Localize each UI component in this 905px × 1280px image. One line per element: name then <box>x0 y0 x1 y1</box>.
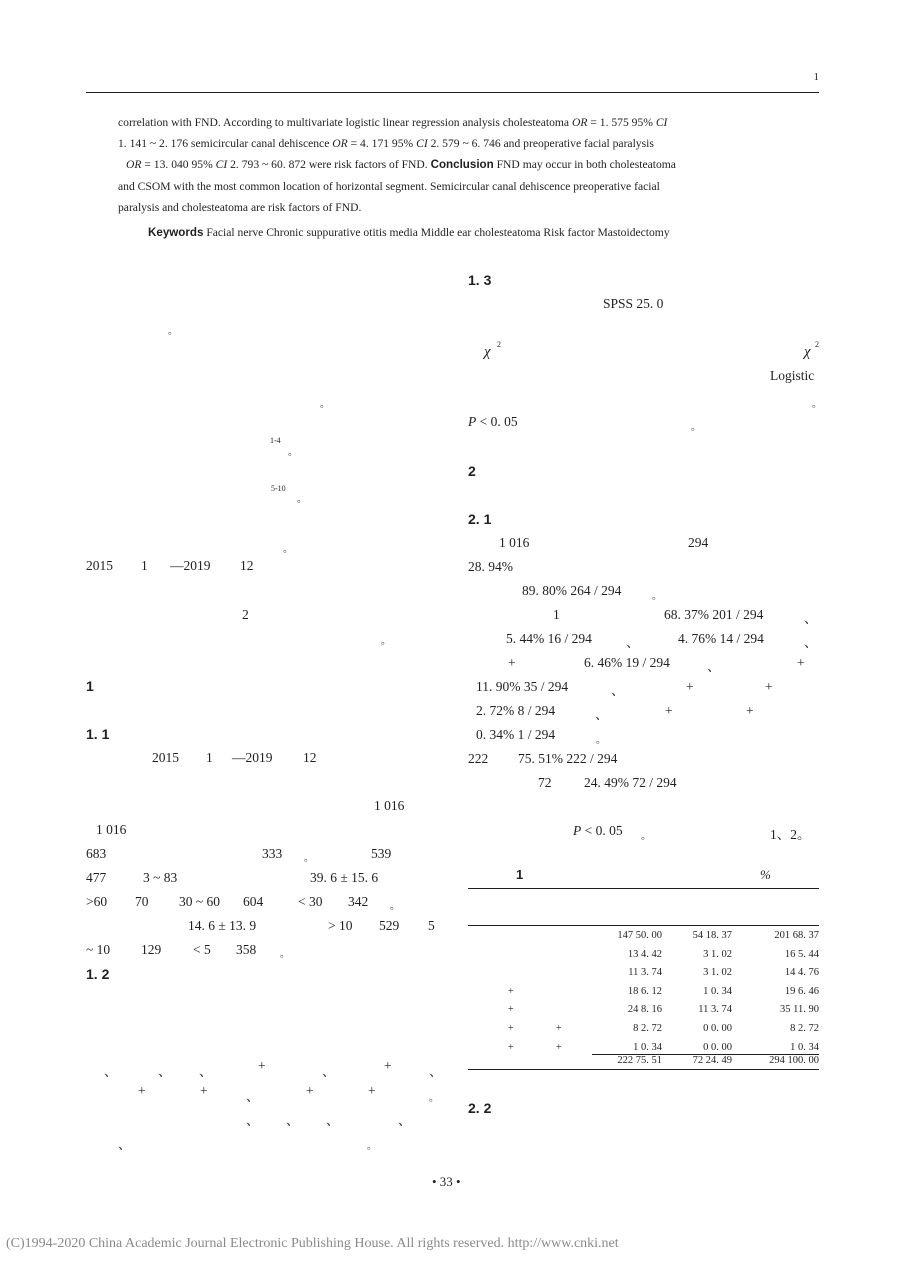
plus-sign: + <box>665 703 673 718</box>
abstract-line-1: correlation with FND. According to multivariate logistic linear regression analysis cholesteatoma OR = 1. 575 95% CI <box>118 116 668 129</box>
body-number: 129 <box>141 942 162 957</box>
punct-pause: 、 <box>246 1113 260 1128</box>
punct-pause: 、 <box>158 1064 172 1079</box>
body-number: 24. 49% 72 / 294 <box>584 775 677 790</box>
body-number: 75. 51% 222 / 294 <box>518 751 618 766</box>
punct-circle: 。 <box>691 422 701 433</box>
citation-superscript: 1-4 <box>270 436 281 445</box>
page-number: • 33 • <box>432 1174 461 1189</box>
plus-sign: + <box>200 1083 208 1098</box>
body-number: —2019 <box>232 750 273 765</box>
body-number: 39. 6 ± 15. 6 <box>310 870 379 885</box>
table-cell: 19 6. 46 <box>784 985 819 997</box>
body-number: 1 016 <box>96 822 127 837</box>
body-number: 12 <box>240 558 254 573</box>
table-cell: 1 0. 34 <box>790 1041 819 1053</box>
punct-circle: 。 <box>429 1093 439 1104</box>
logistic-label: Logistic <box>770 368 815 383</box>
superscript: 2 <box>815 340 819 349</box>
punct-pause: 、 <box>246 1089 260 1104</box>
body-number: 11. 90% 35 / 294 <box>476 679 569 694</box>
table-bottom-rule <box>468 1069 819 1070</box>
punct-circle: 。 <box>596 735 606 746</box>
table-top-rule <box>468 888 819 889</box>
p-value-statement: P < 0. 05 <box>468 414 518 429</box>
table-total-c1: 222 75. 51 <box>617 1055 662 1066</box>
body-number: 0. 34% 1 / 294 <box>476 727 556 742</box>
punct-pause: 、 <box>804 635 818 650</box>
plus-sign: + <box>508 655 516 670</box>
body-number: 222 <box>468 751 489 766</box>
body-number: 1 <box>206 750 213 765</box>
superscript: 2 <box>497 340 501 349</box>
table-cell: 0 0. 00 <box>703 1041 732 1053</box>
plus-sign: + <box>384 1058 392 1073</box>
plus-sign: + <box>306 1083 314 1098</box>
punct-pause: 、 <box>804 611 818 626</box>
punct-circle: 。 <box>280 949 290 960</box>
table-cell: 14 4. 76 <box>784 967 819 979</box>
plus-sign: + <box>368 1083 376 1098</box>
body-number: 294 <box>688 535 709 550</box>
body-number: 12 <box>303 750 317 765</box>
punct-circle: 。 <box>390 901 400 912</box>
body-number: 1 <box>141 558 148 573</box>
body-number: 14. 6 ± 13. 9 <box>188 918 257 933</box>
punct-circle: 。 <box>812 399 822 410</box>
punct-circle: 。 <box>304 853 314 864</box>
plus-sign: + <box>686 679 694 694</box>
chi-square-symbol: χ <box>484 344 491 360</box>
table-total-c2: 72 24. 49 <box>692 1055 732 1066</box>
table-cell: 54 18. 37 <box>692 930 732 941</box>
body-number: 4. 76% 14 / 294 <box>678 631 764 646</box>
chi-square-symbol: χ <box>804 344 811 360</box>
table-cell: 1 0. 34 <box>703 985 732 997</box>
body-number: 358 <box>236 942 257 957</box>
table-cell: 147 50. 00 <box>617 930 662 941</box>
abstract-line-2: 1. 141 ~ 2. 176 semicircular canal dehiscence OR = 4. 171 95% CI 2. 579 ~ 6. 746 and preoperative facial paralysis <box>118 137 654 150</box>
body-number: >60 <box>86 894 108 909</box>
body-number: < 30 <box>298 894 323 909</box>
body-number: 333 <box>262 846 283 861</box>
body-number: 1 <box>553 607 560 622</box>
data-table <box>468 888 819 1070</box>
plus-sign: + <box>765 679 773 694</box>
table-cell: 1 0. 34 <box>633 1041 662 1053</box>
body-number: 2 <box>242 607 249 622</box>
plus-sign: + <box>797 655 805 670</box>
punct-pause: 、 <box>104 1064 118 1079</box>
body-number: 89. 80% 264 / 294 <box>522 583 622 598</box>
header-rule <box>86 92 819 93</box>
punct-pause: 、 <box>322 1064 336 1079</box>
p-value-statement: P < 0. 05 <box>573 823 623 838</box>
body-number: —2019 <box>170 558 211 573</box>
table-unit: % <box>760 867 771 882</box>
punct-circle: 。 <box>652 591 662 602</box>
punct-pause: 、 <box>398 1113 412 1128</box>
table-cell: 11 3. 74 <box>628 967 662 979</box>
punct-pause: 、 <box>595 707 609 722</box>
conclusion-label: Conclusion <box>430 158 494 171</box>
punct-circle: 。 <box>320 399 330 410</box>
punct-pause: 、 <box>707 659 721 674</box>
punct-pause: 、 <box>286 1113 300 1128</box>
abstract-line-4: and CSOM with the most common location of horizontal segment. Semicircular canal dehiscence preoperative facial <box>118 180 660 193</box>
body-number: 72 <box>538 775 552 790</box>
body-number: 2. 72% 8 / 294 <box>476 703 556 718</box>
abstract-line-3: OR = 13. 040 95% CI 2. 793 ~ 60. 872 were risk factors of FND. Conclusion FND may occur in both cholesteatoma <box>126 158 676 171</box>
section-heading-1: 1 <box>86 678 94 694</box>
punct-pause: 、 <box>118 1137 132 1152</box>
body-number: 70 <box>135 894 149 909</box>
section-heading-2: 2 <box>468 463 476 479</box>
punct-pause: 、 <box>199 1064 213 1079</box>
keywords-label: Keywords <box>148 226 204 239</box>
table-total-c3: 294 100. 00 <box>769 1055 819 1066</box>
table-cell: 13 4. 42 <box>627 948 662 960</box>
section-heading-1-3: 1. 3 <box>468 272 492 288</box>
table-header-rule <box>468 925 819 926</box>
body-number: 6. 46% 19 / 294 <box>584 655 670 670</box>
table-cell: 3 1. 02 <box>703 967 732 979</box>
punct-circle: 。 <box>367 1141 377 1152</box>
table-cell: 18 6. 12 <box>627 985 662 997</box>
table-plus-mark: + <box>508 1004 514 1016</box>
body-number: 477 <box>86 870 107 885</box>
body-number: 2015 <box>86 558 113 573</box>
body-number: 1 016 <box>374 798 405 813</box>
keywords-line: Keywords Facial nerve Chronic suppurative otitis media Middle ear cholesteatoma Risk factor Mastoidectomy <box>148 226 670 239</box>
punct-pause: 、 <box>611 683 625 698</box>
table-cell: 201 68. 37 <box>774 930 819 941</box>
punct-circle: 。 <box>168 326 178 337</box>
abstract-line-5: paralysis and cholesteatoma are risk factors of FND. <box>118 201 362 214</box>
body-number: 1 016 <box>499 535 530 550</box>
table-cell: 16 5. 44 <box>784 948 819 960</box>
table-plus-mark: + <box>508 1023 514 1034</box>
body-number: 28. 94% <box>468 559 513 574</box>
table-cell: 24 8. 16 <box>627 1004 662 1016</box>
body-number: 2015 <box>152 750 179 765</box>
section-heading-1-1: 1. 1 <box>86 726 110 742</box>
table-cell: 35 11. 90 <box>780 1004 819 1016</box>
table-cell: 0 0. 00 <box>703 1023 732 1034</box>
body-number: 539 <box>371 846 392 861</box>
body-number: 3 ~ 83 <box>143 870 178 885</box>
running-header-page-mark: 1 <box>813 71 819 83</box>
body-number: 529 <box>379 918 400 933</box>
table-plus-mark: + <box>508 1041 514 1053</box>
body-number: 604 <box>243 894 264 909</box>
table-cell: 11 3. 74 <box>698 1004 732 1016</box>
table-cell: 8 2. 72 <box>790 1023 819 1034</box>
body-number: 5. 44% 16 / 294 <box>506 631 592 646</box>
body-number: 5 <box>428 918 435 933</box>
software-version: SPSS 25. 0 <box>603 296 664 311</box>
punct-pause: 、 <box>626 635 640 650</box>
punct-circle: 。 <box>288 447 298 458</box>
punct-pause: 、 <box>326 1113 340 1128</box>
punct-circle: 。 <box>641 831 651 842</box>
table-plus-mark: + <box>508 985 514 997</box>
body-number: 683 <box>86 846 107 861</box>
plus-sign: + <box>258 1058 266 1073</box>
body-number: ~ 10 <box>86 942 111 957</box>
table-cell: 8 2. 72 <box>633 1023 662 1034</box>
section-heading-2-2: 2. 2 <box>468 1100 492 1116</box>
punct-circle: 。 <box>283 544 293 555</box>
table-reference: 1、2。 <box>770 827 811 842</box>
plus-sign: + <box>746 703 754 718</box>
table-plus-mark: + <box>556 1023 562 1034</box>
punct-pause: 、 <box>429 1064 443 1079</box>
body-number: 30 ~ 60 <box>179 894 221 909</box>
table-plus-mark: + <box>556 1041 562 1053</box>
body-number: 68. 37% 201 / 294 <box>664 607 764 622</box>
citation-superscript: 5-10 <box>271 484 286 493</box>
punct-circle: 。 <box>381 636 391 647</box>
body-number: > 10 <box>328 918 353 933</box>
punct-circle: 。 <box>297 494 307 505</box>
section-heading-2-1: 2. 1 <box>468 511 492 527</box>
table-cell: 3 1. 02 <box>703 948 732 960</box>
copyright-footer: (C)1994-2020 China Academic Journal Electronic Publishing House. All rights reserved. http://www.cnki.net <box>6 1236 619 1251</box>
body-number: < 5 <box>193 942 211 957</box>
section-heading-1-2: 1. 2 <box>86 966 110 982</box>
table-number: 1 <box>516 867 524 882</box>
plus-sign: + <box>138 1083 146 1098</box>
body-number: 342 <box>348 894 369 909</box>
